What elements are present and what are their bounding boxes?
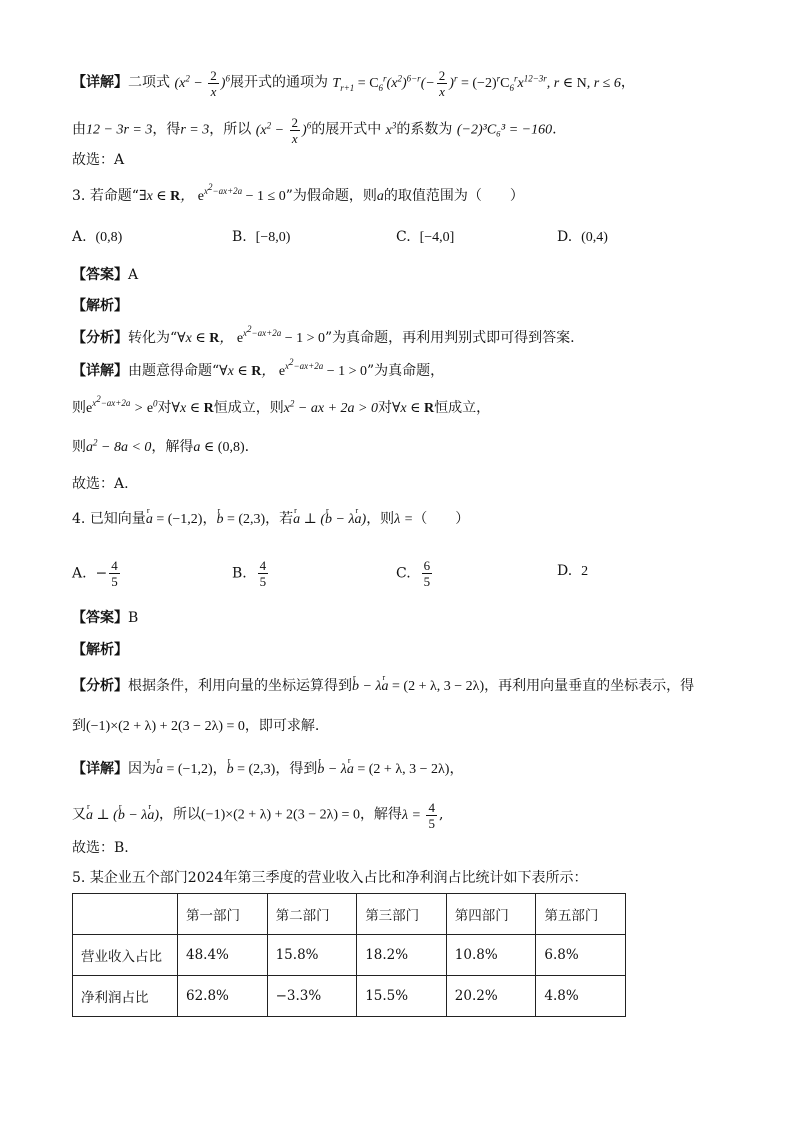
table-cell: 营业收入占比 [73, 935, 178, 976]
answer-value: B [128, 610, 139, 626]
table-header-row [73, 894, 626, 935]
detail-text: ，所以 [209, 121, 252, 138]
table-cell: 62.8% [178, 976, 268, 1017]
option-d: D. (0,4) [557, 229, 608, 245]
detail-line: 【详解】由题意得命题“∀x ∈ R， $e^{x^2-ax+2a} - 1 > 0$”为真命题， [72, 357, 445, 379]
option-a: A. − $\frac{4}{5}$ [72, 558, 118, 589]
proposition: ∀x ∈ R， $e^{x^2-ax+2a} - 1 > 0$ [177, 324, 325, 346]
question-5-stem [72, 868, 587, 888]
question-number: 5. [72, 870, 86, 886]
answer-value: A [128, 267, 139, 283]
table-cell: 6.8% [536, 935, 626, 976]
general-term-formula: $T_{r+1} = C_6^r(x^2)^{6-r}(-$ $\frac{2}{x}$ )$^r = (-2)^rC_6^rx^{12-3r}$, r ∈ N, r ≤ 6 [332, 68, 621, 99]
detail-line-2 [72, 115, 557, 146]
table-cell: 20.2% [446, 976, 536, 1017]
table-cell: 4.8% [536, 976, 626, 1017]
x-cubed: $x^3$ [385, 120, 397, 138]
detail-line-1 [72, 68, 635, 99]
quadratic: $x^2$ − ax + 2a > 0 [283, 398, 378, 416]
solution: a ∈ (0,8) [193, 440, 245, 455]
option-c: C. [−4,0] [396, 229, 455, 245]
table-header-cell: 第二部门 [267, 894, 357, 935]
table-cell: 15.8% [267, 935, 357, 976]
question-number: 4. [72, 511, 86, 527]
discriminant: $a^2 - 8a < 0$ [86, 437, 152, 455]
analysis-heading: 【解析】 [72, 298, 128, 314]
binomial-expression: ($x^2$ − $\frac{2}{x}$ )$^6$ [255, 115, 312, 146]
detail-text: 展开式的通项为 [229, 74, 328, 91]
question-3-stem [72, 182, 524, 207]
detail-text: 的展开式中 [311, 121, 382, 138]
table-cell: 48.4% [178, 935, 268, 976]
question-text: 若命题“ [89, 188, 139, 204]
table-header-cell: 第四部门 [446, 894, 536, 935]
department-stats-table [72, 893, 626, 1017]
option-c: C. $\frac{6}{5}$ [396, 558, 431, 589]
proposition: ∃x ∈ R， $e^{x^2-ax+2a} - 1 \le 0$ [138, 182, 286, 204]
detail-tag: 【详解】 [72, 363, 128, 379]
r-value: r = 3 [180, 122, 210, 138]
detail-line: 又r a ⊥ (r b − λr a)，所以(−1)×(2 + λ) + 2(3 − 2λ) = 0，解得λ = $\frac{4}{5}$ , [72, 800, 443, 831]
table-header-cell [73, 894, 178, 935]
binomial-expression: ($x^2$ − $\frac{2}{x}$ )$^6$ [174, 68, 230, 99]
option-b: B. [−8,0) [232, 229, 291, 245]
detail-text: . [552, 121, 557, 138]
detail-text: 的系数为 [396, 121, 453, 138]
question-text: ”为假命题，则 [285, 188, 377, 204]
choice-line: 故选：A. [72, 476, 129, 492]
table-cell: 15.5% [357, 976, 447, 1017]
table-cell: 净利润占比 [73, 976, 178, 1017]
table-cell: −3.3% [267, 976, 357, 1017]
analysis-line: 到(−1)×(2 + λ) + 2(3 − 2λ) = 0，即可求解. [72, 718, 320, 734]
detail-line: 【详解】因为r a = (−1,2)，r b = (2,3)，得到r b − λr a = (2 + λ, 3 − 2λ)， [72, 759, 463, 780]
choice-line: 故选：A [72, 152, 125, 168]
coefficient-result: (−2)³C₆³ = −160 [456, 122, 553, 138]
option-a: A. (0,8) [72, 229, 123, 245]
table-header-cell: 第五部门 [536, 894, 626, 935]
detail-line: 则$a^2 - 8a < 0$，解得a ∈ (0,8). [72, 437, 250, 455]
perpendicular-condition: r a ⊥ (r b − λr a) [293, 512, 366, 527]
answer-line: 【答案】B [72, 610, 139, 626]
inequality: $e^{x^2-ax+2a} > e^0$ [86, 394, 158, 416]
question-text: 的取值范围为（ ） [383, 188, 524, 204]
analysis-line: 【分析】根据条件，利用向量的坐标运算得到r b − λr a = (2 + λ, 3 − 2λ)，再利用向量垂直的坐标表示，得 [72, 676, 694, 697]
variable-a: a [376, 189, 384, 204]
table-row [73, 935, 626, 976]
vector-b: r b = (2,3) [216, 512, 265, 527]
equation: 12 − 3r = 3 [86, 122, 153, 138]
detail-text: ， [620, 74, 635, 91]
table-header-cell: 第一部门 [178, 894, 268, 935]
answer-line [72, 265, 138, 285]
detail-line: 则$e^{x^2-ax+2a} > e^0$对∀x ∈ R恒成立，则$x^2$ − ax + 2a > 0对∀x ∈ R恒成立， [72, 394, 491, 416]
option-b: B. $\frac{4}{5}$ [232, 558, 267, 589]
analysis-heading: 【解析】 [72, 642, 128, 658]
detail-text: 由 [72, 121, 86, 138]
vector-a: r a = (−1,2) [146, 512, 203, 527]
proposition: ∀x ∈ R， $e^{x^2-ax+2a} - 1 > 0$ [219, 357, 367, 379]
analysis-line: 【分析】转化为“∀x ∈ R， $e^{x^2-ax+2a} - 1 > 0$”为真命题，再利用判别式即可得到答案. [72, 324, 575, 346]
table-cell: 10.8% [446, 935, 536, 976]
table-cell: 18.2% [357, 935, 447, 976]
table-row [73, 976, 626, 1017]
answer-tag: 【答案】 [72, 267, 128, 283]
question-4-stem: 4. 已知向量r a = (−1,2)，r b = (2,3)，若r a ⊥ (r b − λr a)，则λ =（ ） [72, 509, 469, 530]
detail-text: ，得 [152, 121, 181, 138]
detail-tag: 【详解】 [72, 74, 128, 91]
choice-line: 故选：B. [72, 840, 129, 856]
fenxi-tag: 【分析】 [72, 330, 128, 346]
table-header-cell: 第三部门 [357, 894, 447, 935]
detail-text: 二项式 [128, 74, 170, 91]
option-d: D. 2 [557, 563, 589, 579]
question-text: 某企业五个部门2024年第三季度的营业收入占比和净利润占比统计如下表所示： [89, 870, 588, 886]
question-number: 3. [72, 188, 86, 204]
